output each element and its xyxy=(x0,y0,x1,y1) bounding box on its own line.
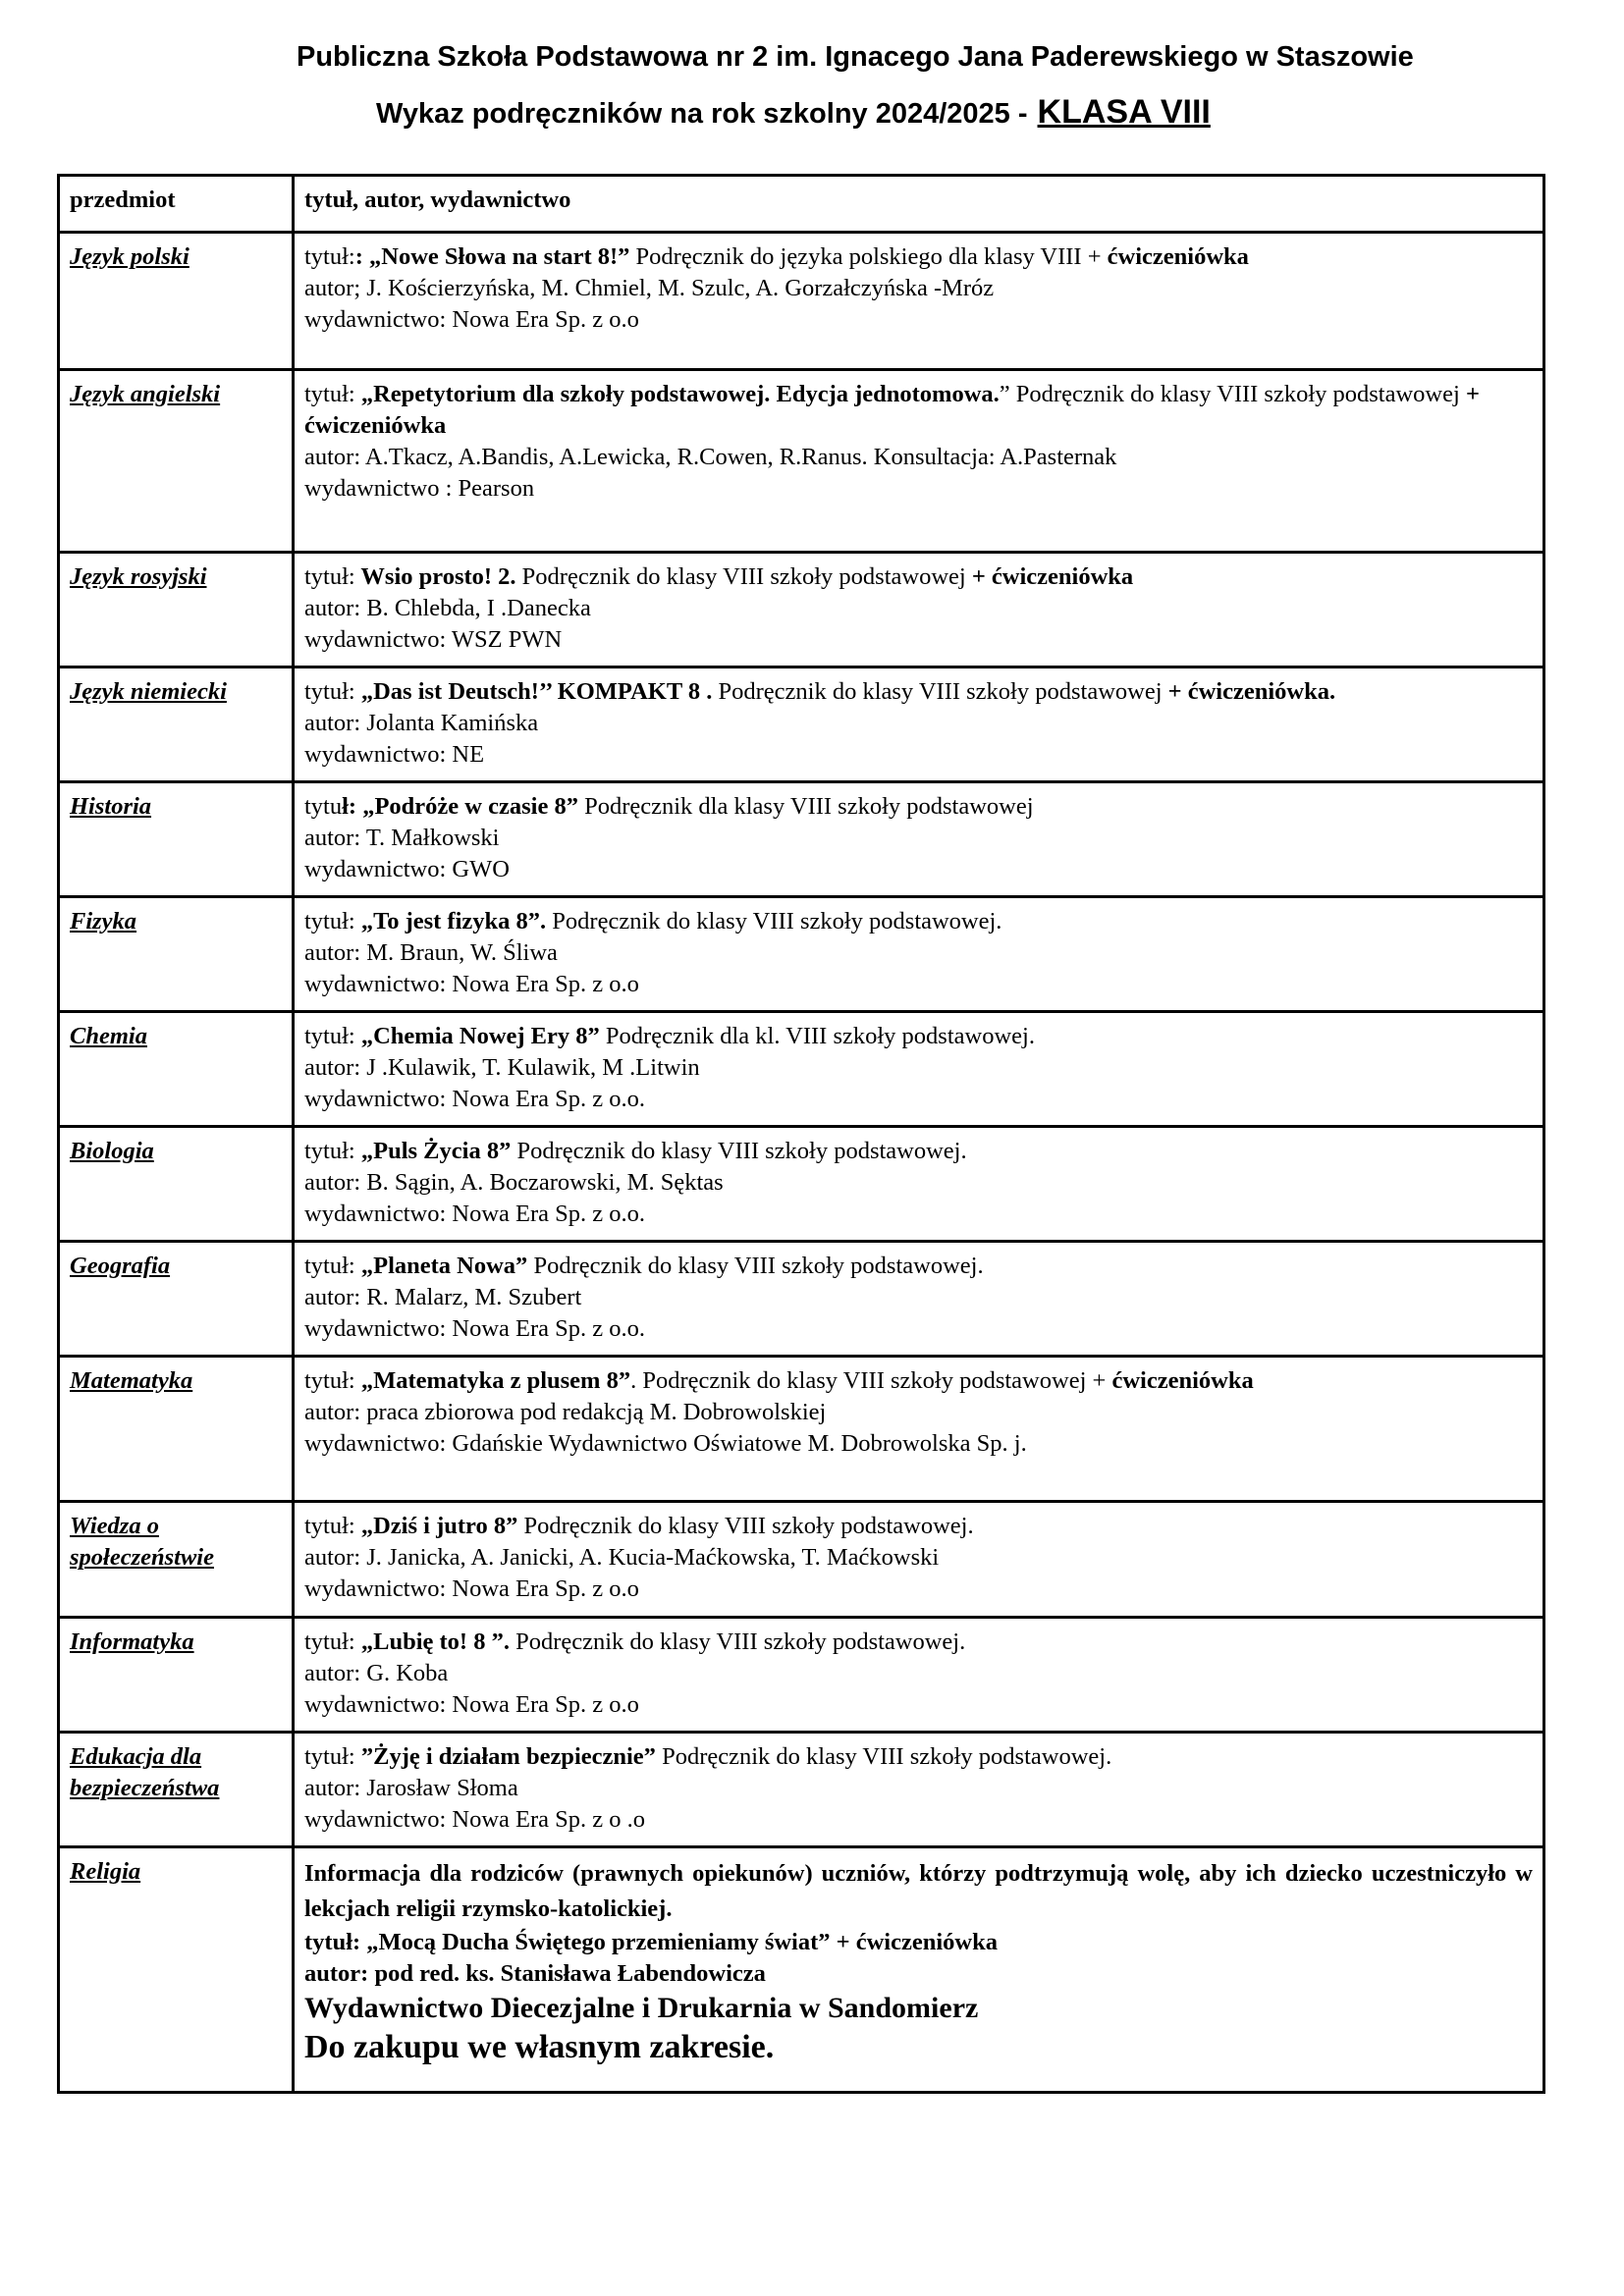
table-row-religion xyxy=(59,1847,1544,2093)
author-line: autor: J .Kulawik, T. Kulawik, M .Litwin xyxy=(304,1054,700,1081)
title-bold: „To jest fizyka 8”. xyxy=(354,908,547,934)
title-rest: Podręcznik do klasy VIII szkoły podstawowej. xyxy=(517,1513,974,1539)
title-line xyxy=(304,1365,1533,1397)
details-cell xyxy=(294,897,1544,1012)
subject-name: Religia xyxy=(70,1858,141,1885)
title-rest: Podręcznik dla kl. VIII szkoły podstawowej. xyxy=(599,1023,1035,1049)
table-header-row xyxy=(59,176,1544,233)
title-bold: „Dziś i jutro 8” xyxy=(354,1513,518,1539)
title-bold: Wsio prosto! 2. xyxy=(354,563,516,590)
religion-note: Do zakupu we własnym zakresie. xyxy=(304,2029,775,2065)
title-prefix: tytuł: xyxy=(304,1138,355,1164)
author-line: autor: A.Tkacz, A.Bandis, A.Lewicka, R.Cowen, R.Ranus. Konsultacja: A.Pasternak xyxy=(304,444,1117,470)
subject-name: Informatyka xyxy=(70,1629,194,1655)
title-prefix: tytuł: xyxy=(304,1023,355,1049)
title-prefix: tytuł: xyxy=(304,1367,355,1394)
title-prefix: tytu xyxy=(304,793,343,820)
title-prefix: tytuł: xyxy=(304,1743,355,1770)
list-title xyxy=(376,93,1624,132)
title-bold-suffix: + ćwiczeniówka xyxy=(971,563,1134,590)
author-line: autor: B. Chlebda, I .Danecka xyxy=(304,595,591,621)
subject-name: Geografia xyxy=(70,1253,171,1279)
publisher-line: wydawnictwo: WSZ PWN xyxy=(304,626,563,653)
title-prefix: tytuł: xyxy=(304,243,355,270)
title-prefix: tytuł: xyxy=(304,381,355,407)
author-line: autor: T. Małkowski xyxy=(304,825,500,851)
subject-cell xyxy=(59,667,294,782)
details-cell xyxy=(294,667,1544,782)
author-line: autor: J. Janicka, A. Janicki, A. Kucia-Maćkowska, T. Maćkowski xyxy=(304,1544,940,1571)
title-line xyxy=(304,1511,1533,1542)
author-line: autor: R. Malarz, M. Szubert xyxy=(304,1284,582,1310)
religion-title-line xyxy=(304,1927,1533,1958)
details-cell xyxy=(294,1357,1544,1502)
table-row xyxy=(59,1127,1544,1242)
table-row xyxy=(59,1502,1544,1618)
author-line: autor: B. Sągin, A. Boczarowski, M. Sęktas xyxy=(304,1169,724,1196)
details-cell xyxy=(294,233,1544,370)
details-cell xyxy=(294,1847,1544,2093)
table-row xyxy=(59,1242,1544,1357)
title-line xyxy=(304,241,1533,273)
table-row xyxy=(59,1733,1544,1847)
title-rest: Podręcznik do klasy VIII szkoły podstawowej. xyxy=(509,1629,966,1655)
author-line: autor: praca zbiorowa pod redakcją M. Dobrowolskiej xyxy=(304,1399,827,1425)
subject-name: Historia xyxy=(70,793,152,820)
title-rest: Podręcznik do klasy VIII szkoły podstawowej. xyxy=(546,908,1002,934)
religion-publisher: Wydawnictwo Diecezjalne i Drukarnia w Sandomierz xyxy=(304,1992,979,2024)
religion-author: autor: pod red. ks. Stanisława Łabendowicza xyxy=(304,1960,766,1987)
title-line xyxy=(304,1741,1533,1773)
title-bold-suffix: ćwiczeniówka xyxy=(1107,243,1249,270)
publisher-line: wydawnictwo: GWO xyxy=(304,856,510,882)
subject-cell xyxy=(59,1127,294,1242)
table-row xyxy=(59,667,1544,782)
details-cell xyxy=(294,553,1544,667)
title-line xyxy=(304,1627,1533,1658)
publisher-line: wydawnictwo : Pearson xyxy=(304,475,535,502)
title-line xyxy=(304,1136,1533,1167)
title-bold: „Repetytorium dla szkoły podstawowej. Edycja jednotomowa. xyxy=(354,381,1000,407)
title-prefix: tytuł: xyxy=(304,678,355,705)
publisher-line: wydawnictwo: Nowa Era Sp. z o.o. xyxy=(304,1086,646,1112)
table-row xyxy=(59,553,1544,667)
table-row xyxy=(59,1012,1544,1127)
publisher-line: wydawnictwo: Nowa Era Sp. z o.o xyxy=(304,1575,639,1602)
subject-cell xyxy=(59,897,294,1012)
title-line xyxy=(304,676,1533,708)
details-cell xyxy=(294,782,1544,897)
title-bold: : „Nowe Słowa na start 8!” xyxy=(354,243,630,270)
publisher-line: wydawnictwo: Nowa Era Sp. z o.o xyxy=(304,306,639,333)
title-rest: Podręcznik do klasy VIII szkoły podstawowej. xyxy=(511,1138,967,1164)
title-line xyxy=(304,561,1533,593)
table-row xyxy=(59,782,1544,897)
details-cell xyxy=(294,1618,1544,1733)
publisher-line: wydawnictwo: Nowa Era Sp. z o.o xyxy=(304,971,639,997)
subject-name: Biologia xyxy=(70,1138,154,1164)
title-prefix: tytuł: xyxy=(304,908,355,934)
details-cell xyxy=(294,1502,1544,1618)
title-bold: ”Żyję i działam bezpiecznie” xyxy=(354,1743,656,1770)
title-bold-suffix: + ćwiczeniówka xyxy=(304,381,1480,439)
school-name: Publiczna Szkoła Podstawowa nr 2 im. Ignacego Jana Paderewskiego w Staszowie xyxy=(297,41,1414,73)
subject-cell xyxy=(59,1242,294,1357)
subject-name: Wiedza o społeczeństwie xyxy=(70,1513,214,1571)
publisher-line: wydawnictwo: NE xyxy=(304,741,485,768)
table-row xyxy=(59,370,1544,553)
title-bold-suffix: ćwiczeniówka xyxy=(1111,1367,1254,1394)
publisher-line: wydawnictwo: Nowa Era Sp. z o.o. xyxy=(304,1201,646,1227)
title-prefix: tytuł: xyxy=(304,563,355,590)
title-line xyxy=(304,791,1533,823)
title-rest: Podręcznik do klasy VIII szkoły podstawowej xyxy=(712,678,1168,705)
title-rest: ” Podręcznik do klasy VIII szkoły podstawowej xyxy=(999,381,1466,407)
author-line: autor: Jarosław Słoma xyxy=(304,1775,518,1801)
title-line xyxy=(304,1021,1533,1052)
subject-cell xyxy=(59,1733,294,1847)
publisher-line: wydawnictwo: Nowa Era Sp. z o.o. xyxy=(304,1315,646,1342)
subject-name: Język polski xyxy=(70,243,189,270)
class-label: KLASA VIII xyxy=(1037,93,1211,131)
textbook-table xyxy=(57,174,1545,2094)
subject-cell xyxy=(59,553,294,667)
subject-cell xyxy=(59,1012,294,1127)
details-cell xyxy=(294,1127,1544,1242)
subject-name: Chemia xyxy=(70,1023,147,1049)
religion-title-rest: + ćwiczeniówka xyxy=(830,1929,998,1955)
title-rest: Podręcznik do klasy VIII szkoły podstawowej xyxy=(515,563,972,590)
title-rest: . Podręcznik do klasy VIII szkoły podstawowej + xyxy=(630,1367,1112,1394)
publisher-line: wydawnictwo: Gdańskie Wydawnictwo Oświatowe M. Dobrowolska Sp. j. xyxy=(304,1430,1027,1457)
details-cell xyxy=(294,1242,1544,1357)
details-cell xyxy=(294,1012,1544,1127)
title-prefix: tytuł: xyxy=(304,1253,355,1279)
publisher-line: wydawnictwo: Nowa Era Sp. z o.o xyxy=(304,1691,639,1718)
subject-name: Język rosyjski xyxy=(70,563,207,590)
title-line xyxy=(304,379,1533,442)
title-rest: Podręcznik do języka polskiego dla klasy VIII + xyxy=(629,243,1108,270)
title-line xyxy=(304,1251,1533,1282)
subject-name: Matematyka xyxy=(70,1367,193,1394)
subject-name: Edukacja dla bezpieczeństwa xyxy=(70,1743,220,1801)
subject-cell xyxy=(59,233,294,370)
subject-cell xyxy=(59,1502,294,1618)
author-line: autor: Jolanta Kamińska xyxy=(304,710,539,736)
table-row xyxy=(59,1618,1544,1733)
publisher-line: wydawnictwo: Nowa Era Sp. z o .o xyxy=(304,1806,646,1833)
title-prefix: tytuł: xyxy=(304,1629,355,1655)
religion-title: tytuł: „Mocą Ducha Świętego przemieniamy świat” xyxy=(304,1929,831,1955)
author-line: autor; J. Kościerzyńska, M. Chmiel, M. Szulc, A. Gorzałczyńska -Mróz xyxy=(304,275,995,301)
list-title-text: Wykaz podręczników na rok szkolny 2024/2025 - xyxy=(376,98,1028,130)
subject-name: Język angielski xyxy=(70,381,221,407)
table-row xyxy=(59,1357,1544,1502)
title-bold: „Planeta Nowa” xyxy=(354,1253,528,1279)
title-bold: ł: „Podróże w czasie 8” xyxy=(342,793,578,820)
subject-cell xyxy=(59,1618,294,1733)
title-bold: „Lubię to! 8 ”. xyxy=(354,1629,510,1655)
subject-cell xyxy=(59,1847,294,2093)
title-bold: „Das ist Deutsch!’’ KOMPAKT 8 . xyxy=(354,678,713,705)
header-subject: przedmiot xyxy=(59,176,294,233)
subject-name: Język niemiecki xyxy=(70,678,227,705)
table-row xyxy=(59,897,1544,1012)
details-cell xyxy=(294,370,1544,553)
title-line xyxy=(304,906,1533,937)
author-line: autor: G. Koba xyxy=(304,1660,449,1686)
title-rest: Podręcznik do klasy VIII szkoły podstawowej. xyxy=(527,1253,984,1279)
title-prefix: tytuł: xyxy=(304,1513,355,1539)
subject-cell xyxy=(59,370,294,553)
religion-intro: Informacja dla rodziców (prawnych opiekunów) uczniów, którzy podtrzymują wolę, aby ich dziecko uczestniczyło w lekcjach religii rzymsko-katolickiej. xyxy=(304,1860,1533,1922)
title-bold-suffix: + ćwiczeniówka. xyxy=(1167,678,1336,705)
title-bold: „Puls Życia 8” xyxy=(354,1138,512,1164)
author-line: autor: M. Braun, W. Śliwa xyxy=(304,939,558,966)
table-row xyxy=(59,233,1544,370)
subject-cell xyxy=(59,782,294,897)
title-rest: Podręcznik do klasy VIII szkoły podstawowej. xyxy=(655,1743,1112,1770)
header-details: tytuł, autor, wydawnictwo xyxy=(294,176,1544,233)
title-rest: Podręcznik dla klasy VIII szkoły podstawowej xyxy=(577,793,1034,820)
title-bold: „Chemia Nowej Ery 8” xyxy=(354,1023,600,1049)
subject-cell xyxy=(59,1357,294,1502)
subject-name: Fizyka xyxy=(70,908,137,934)
title-bold: „Matematyka z plusem 8” xyxy=(354,1367,631,1394)
details-cell xyxy=(294,1733,1544,1847)
